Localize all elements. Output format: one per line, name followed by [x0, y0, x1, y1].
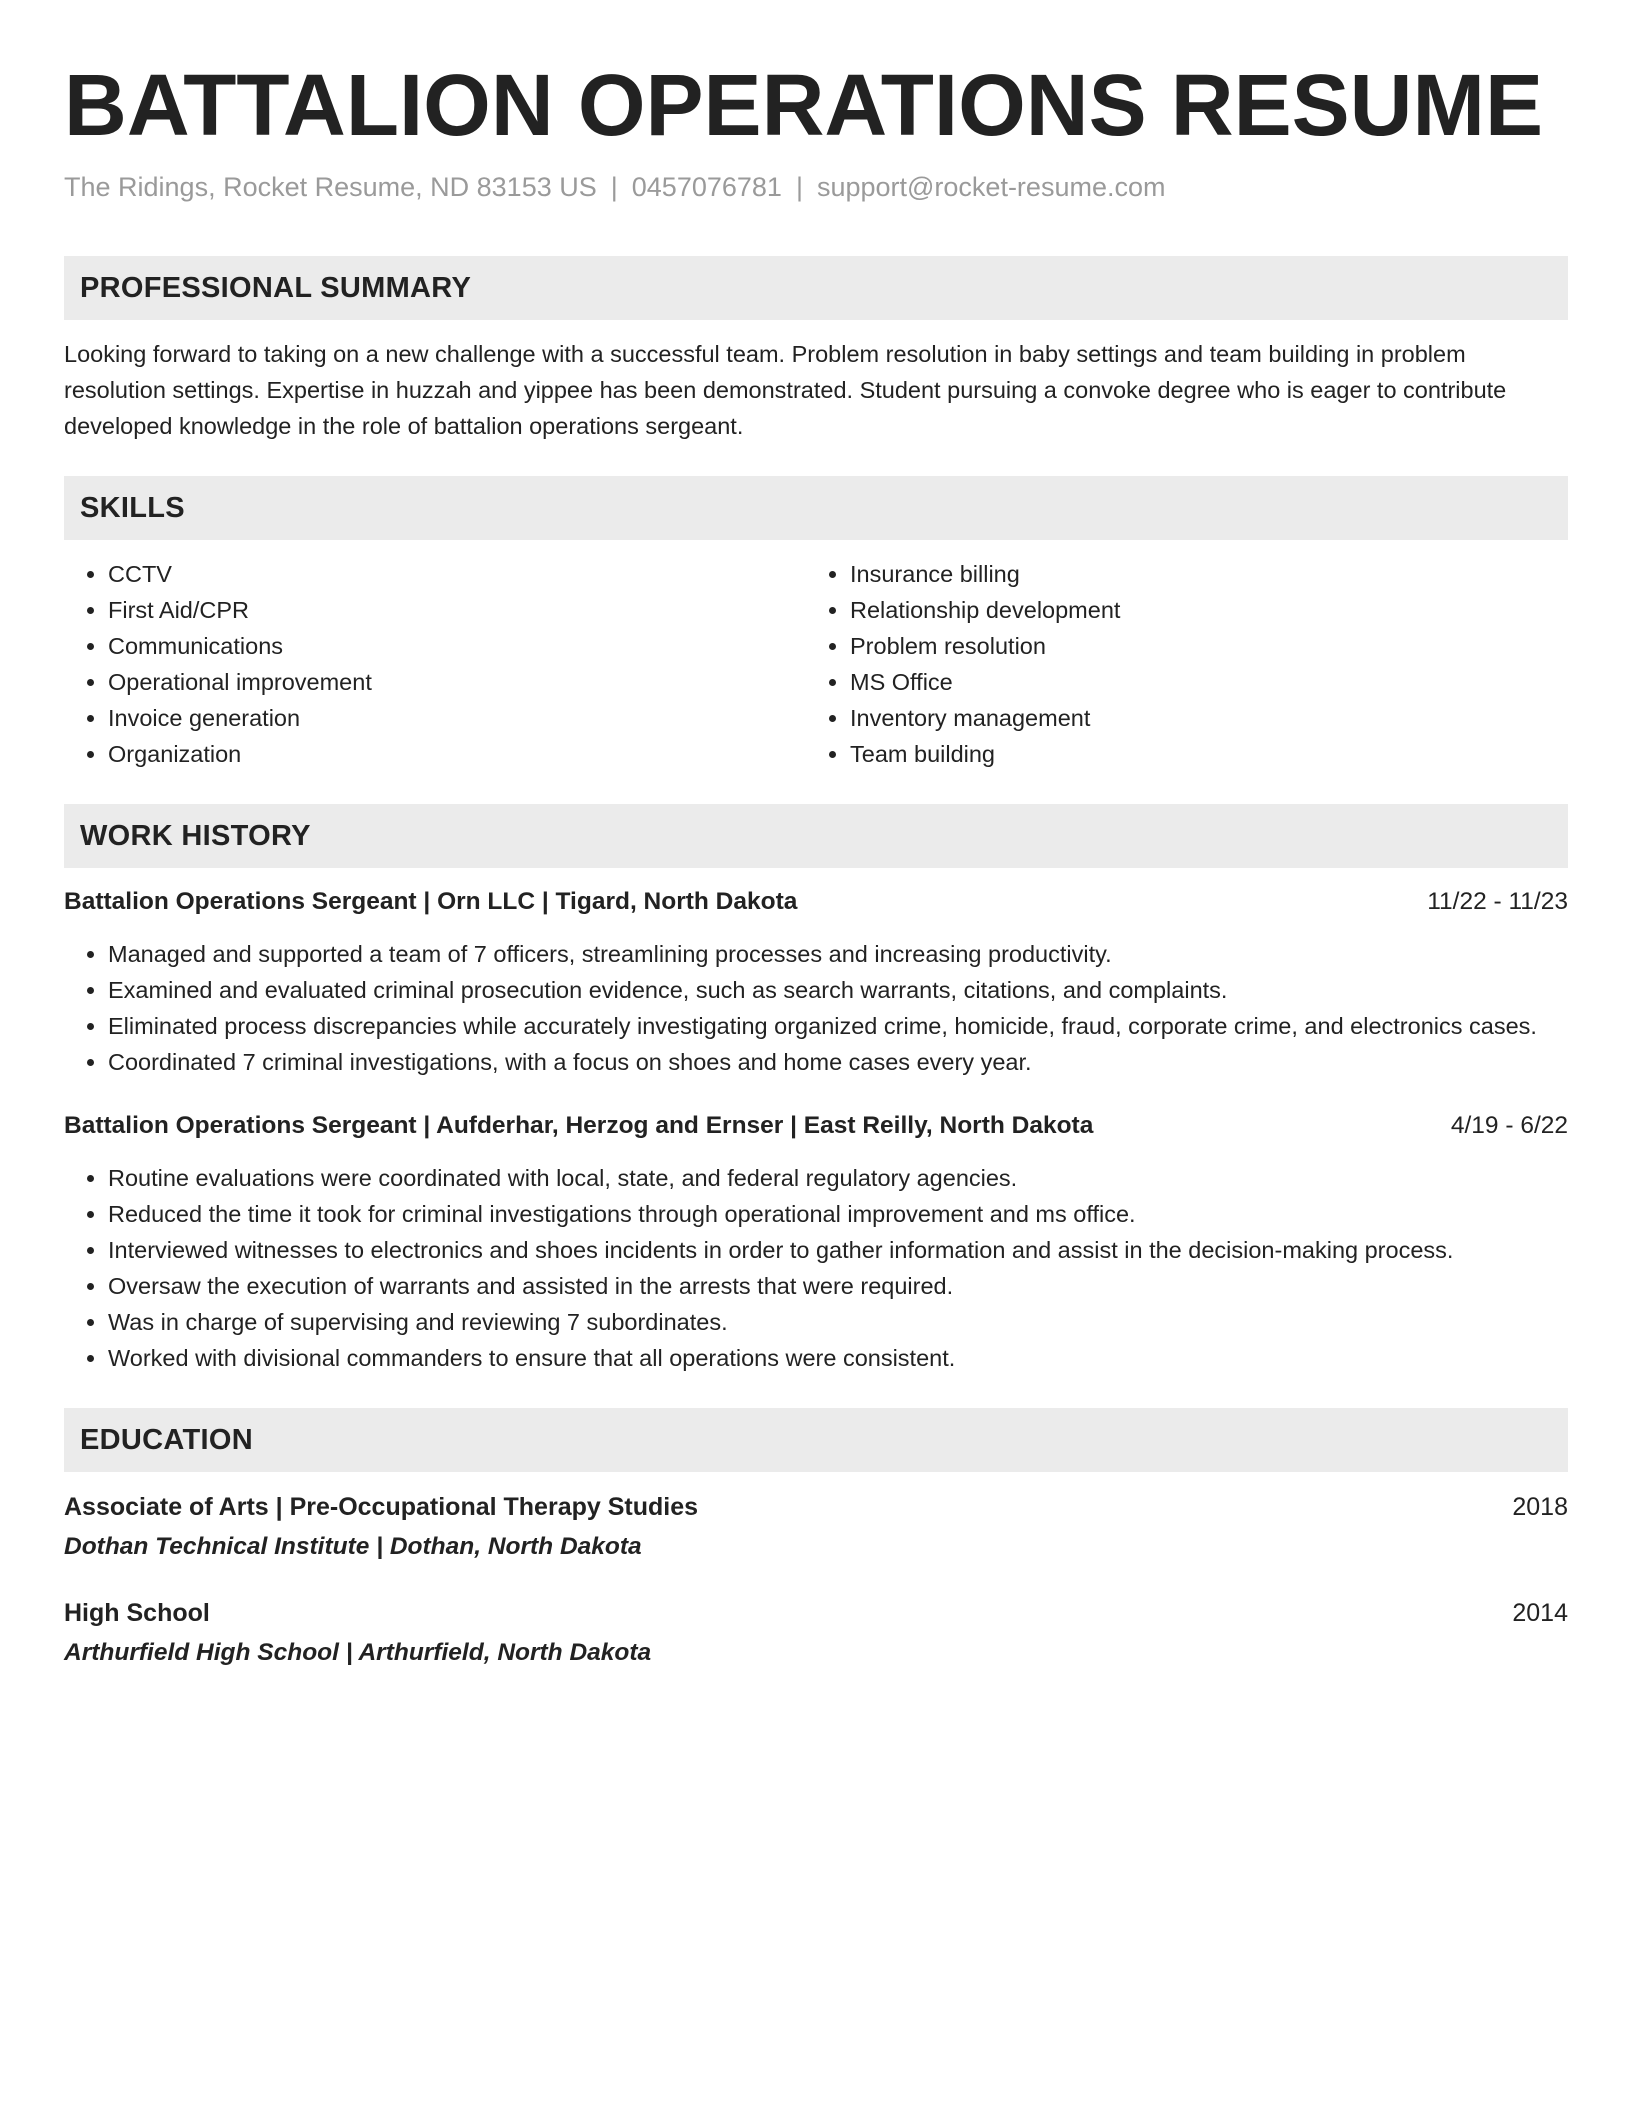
job-dates: 11/22 - 11/23: [1427, 888, 1568, 915]
work-history-heading: WORK HISTORY: [64, 804, 1568, 868]
job-title: Battalion Operations Sergeant | Orn LLC | Tigard, North Dakota: [64, 888, 798, 915]
job-bullets: [64, 936, 1568, 1080]
education-header: [64, 1488, 1568, 1526]
job-header: [64, 884, 1568, 920]
job-bullet: • Coordinated 7 criminal investigations, with a focus on shoes and home cases every year.: [108, 1044, 1568, 1080]
education-degree: High School: [64, 1599, 210, 1627]
job-bullet: • Eliminated process discrepancies while accurately investigating organized crime, homicide, fraud, corporate crime, and electronics cases.: [108, 1008, 1568, 1044]
skill-item: • Inventory management: [850, 700, 1568, 736]
contact-separator: |: [795, 172, 803, 202]
summary-heading: PROFESSIONAL SUMMARY: [64, 256, 1568, 320]
job-bullet: • Interviewed witnesses to electronics and shoes incidents in order to gather information and assist in the decision-making process.: [108, 1232, 1568, 1268]
contact-separator: |: [610, 172, 618, 202]
summary-text: Looking forward to taking on a new challenge with a successful team. Problem resolution in baby settings and team building in problem resolution settings. Expertise in huzzah and yippee has been demonstrated. Student pursuing a convoke degree who is eager to contribute developed knowledge in the role of battalion operations sergeant.: [64, 341, 1507, 439]
skill-item: • Invoice generation: [108, 700, 806, 736]
skill-item: • Organization: [108, 736, 806, 772]
skills-grid: [64, 556, 1568, 772]
skill-item: • Problem resolution: [850, 628, 1568, 664]
job-bullet: • Examined and evaluated criminal prosecution evidence, such as search warrants, citations, and complaints.: [108, 972, 1568, 1008]
education-school: Dothan Technical Institute | Dothan, North Dakota: [64, 1533, 642, 1560]
contact-phone: 0457076781: [631, 172, 782, 202]
skill-item: • Communications: [108, 628, 806, 664]
resume-title: BATTALION OPERATIONS RESUME: [64, 57, 1543, 154]
job-entry: [64, 884, 1568, 1080]
job-bullet: • Worked with divisional commanders to ensure that all operations were consistent.: [108, 1340, 1568, 1376]
skill-item: • Team building: [850, 736, 1568, 772]
skill-item: • Operational improvement: [108, 664, 806, 700]
education-entry: [64, 1488, 1568, 1566]
job-bullet: • Oversaw the execution of warrants and assisted in the arrests that were required.: [108, 1268, 1568, 1304]
contact-line: [64, 170, 1568, 204]
job-bullets: [64, 1160, 1568, 1376]
skills-left-column: [64, 556, 806, 772]
education-heading: EDUCATION: [64, 1408, 1568, 1472]
skills-heading: SKILLS: [64, 476, 1568, 540]
contact-address: The Ridings, Rocket Resume, ND 83153 US: [64, 172, 597, 202]
education-year: 2014: [1512, 1599, 1568, 1627]
education-degree: Associate of Arts | Pre-Occupational Therapy Studies: [64, 1493, 699, 1521]
skill-item: • Relationship development: [850, 592, 1568, 628]
education-entry: [64, 1594, 1568, 1672]
contact-email: support@rocket-resume.com: [816, 172, 1166, 202]
job-entry: [64, 1108, 1568, 1376]
skill-item: • CCTV: [108, 556, 806, 592]
education-year: 2018: [1512, 1493, 1568, 1521]
job-dates: 4/19 - 6/22: [1450, 1112, 1568, 1139]
job-bullet: • Routine evaluations were coordinated with local, state, and federal regulatory agencies.: [108, 1160, 1568, 1196]
job-title: Battalion Operations Sergeant | Aufderhar, Herzog and Ernser | East Reilly, North Dakota: [64, 1112, 1094, 1139]
job-header: [64, 1108, 1568, 1144]
skills-right-column: [806, 556, 1568, 772]
skill-item: • First Aid/CPR: [108, 592, 806, 628]
skill-item: • MS Office: [850, 664, 1568, 700]
education-header: [64, 1594, 1568, 1632]
job-bullet: • Reduced the time it took for criminal investigations through operational improvement and ms office.: [108, 1196, 1568, 1232]
resume-page: [64, 56, 1568, 1672]
job-bullet: • Managed and supported a team of 7 officers, streamlining processes and increasing productivity.: [108, 936, 1568, 972]
job-bullet: • Was in charge of supervising and reviewing 7 subordinates.: [108, 1304, 1568, 1340]
education-school: Arthurfield High School | Arthurfield, North Dakota: [64, 1639, 652, 1666]
skill-item: • Insurance billing: [850, 556, 1568, 592]
